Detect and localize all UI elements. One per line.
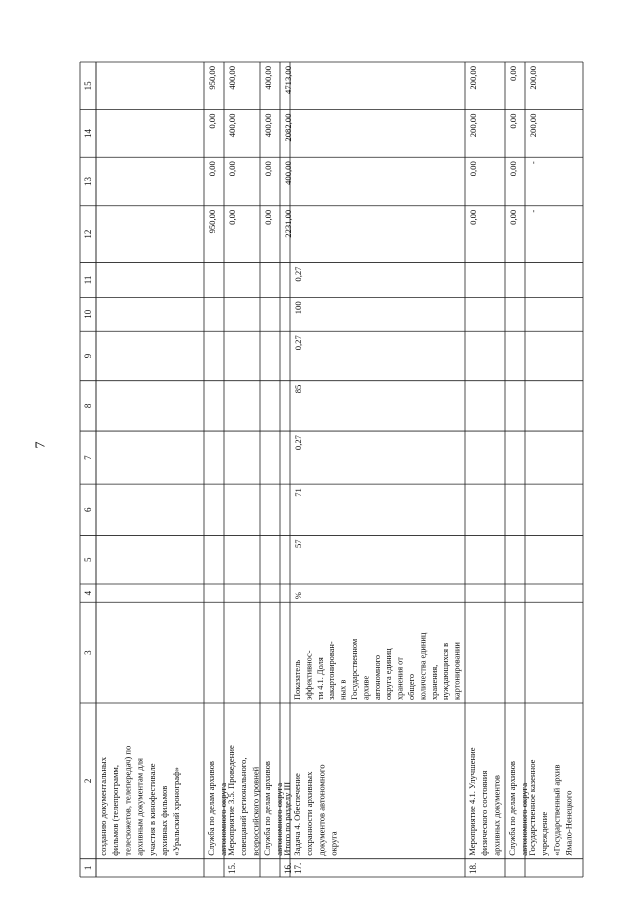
indicator-line: хранения,	[429, 664, 439, 701]
row-label-line: участия в кинофестивале	[146, 763, 157, 856]
row-label-line: Государственное казенное	[527, 759, 537, 856]
indicator-line: Государственном	[350, 638, 359, 701]
indicator-line: общего	[407, 673, 416, 701]
value-c15: 200,00	[468, 66, 478, 90]
column-number: 2	[83, 778, 93, 784]
row-label-line: телесюжетов, телепередач) по	[122, 745, 133, 856]
row-number: 16.	[283, 862, 293, 874]
indicator-line: количества единиц	[418, 632, 428, 701]
page-number: 7	[33, 441, 49, 449]
value-c14: 0,00	[508, 113, 518, 129]
row-label-line: «Государственный архив	[551, 764, 562, 856]
value-c13: 400,00	[283, 161, 293, 185]
row-label-line: Задача 4. Обеспечение	[292, 773, 302, 856]
row-label-line: фильмов (телепрограмм,	[110, 764, 121, 856]
row-label-line: автономного округа	[218, 782, 229, 856]
value-c12: 2231,00	[283, 209, 293, 238]
column-number: 9	[83, 353, 93, 359]
value-c4: %	[293, 592, 303, 600]
indicator-line: округа единиц	[384, 648, 394, 701]
value-c6: 71	[293, 488, 303, 497]
value-c14: 0,00	[207, 113, 217, 129]
value-c14: 200,00	[468, 113, 478, 138]
value-c13: -	[528, 161, 538, 165]
row-label-line: документов автономного	[316, 764, 327, 856]
row-number: 18.	[468, 862, 478, 874]
value-c12: 0,00	[263, 209, 273, 225]
indicator-line: автономного	[372, 654, 382, 701]
row-label-line: физического состояния	[479, 770, 490, 856]
column-number: 4	[83, 590, 93, 596]
row-label-line: Служба по делам архивов	[206, 761, 216, 856]
value-c7: 0,27	[293, 435, 303, 451]
value-c12: 0,00	[227, 209, 237, 225]
row-label-line: Служба по делам архивов	[262, 761, 272, 856]
value-c14: 200,00	[528, 113, 538, 138]
row-label-line: автономного округа	[519, 782, 530, 856]
value-c13: 0,00	[508, 161, 518, 177]
value-c12: 0,00	[468, 209, 478, 225]
value-c14: 400,00	[263, 113, 273, 138]
row-number: 15.	[227, 862, 237, 874]
value-c15: 0,00	[508, 66, 518, 82]
indicator-line: архиве	[361, 675, 371, 701]
row-label-line: Итого по разделу III	[282, 781, 292, 856]
value-c5: 57	[293, 539, 303, 549]
indicator-line: закартонирован-	[327, 641, 337, 701]
row-label-line: архивных документов	[491, 775, 502, 856]
row-label-line: созданию документальных	[98, 756, 108, 856]
column-number: 6	[83, 507, 93, 513]
value-c15: 950,00	[207, 66, 217, 90]
indicator-line: ных в	[338, 679, 348, 701]
indicator-line: картонировании	[452, 642, 462, 701]
row-label-line: Служба по делам архивов	[507, 761, 517, 856]
column-number: 8	[83, 403, 93, 409]
value-c9: 0,27	[293, 335, 303, 351]
value-c12: 950,00	[207, 209, 217, 234]
row-label-line: совещаний регионального,	[238, 757, 249, 856]
row-label-line: всероссийского уровней	[250, 766, 261, 856]
column-number: 11	[83, 275, 93, 285]
indicator-line: эффективнос-	[304, 650, 314, 701]
row-label-line: учреждение	[539, 811, 550, 856]
row-label-line: Ямало-Ненецкого	[563, 790, 574, 856]
value-c12: -	[528, 209, 538, 213]
value-c13: 0,00	[263, 161, 273, 177]
indicator-line: ти 4.1. Доля	[315, 657, 325, 701]
column-number: 7	[83, 455, 93, 460]
column-number: 15	[83, 81, 93, 91]
value-c13: 0,00	[227, 161, 237, 177]
indicator-line: Показатель	[293, 659, 302, 701]
column-number: 3	[83, 650, 93, 655]
column-number: 1	[83, 865, 93, 871]
row-label-line: архивным документам для	[134, 758, 145, 856]
value-c15: 200,00	[528, 66, 538, 90]
row-label-line: Мероприятие 4.1. Улучшение	[467, 747, 477, 856]
row-label-line: архивных фильмов	[159, 785, 169, 856]
value-c13: 0,00	[207, 161, 217, 177]
column-number: 12	[83, 229, 93, 239]
indicator-line: хранения от	[395, 657, 405, 701]
value-c10: 100	[293, 301, 303, 315]
value-c14: 400,00	[227, 113, 237, 138]
column-number: 10	[83, 309, 93, 319]
table-body	[80, 62, 583, 877]
value-c14: 2082,00	[283, 113, 293, 142]
value-c12: 0,00	[508, 209, 518, 225]
row-number: 17.	[293, 862, 303, 874]
indicator-line: нуждающихся в	[441, 642, 451, 701]
value-c15: 400,00	[263, 66, 273, 90]
row-label-line: округа	[328, 831, 339, 856]
value-c8: 85	[293, 384, 303, 394]
column-number: 14	[83, 128, 93, 138]
value-c13: 0,00	[468, 161, 478, 177]
row-label-line: «Уральский хронограф»	[171, 767, 182, 856]
value-c15: 400,00	[227, 66, 237, 90]
row-label-line: автономного округа	[274, 782, 285, 856]
column-number: 13	[83, 177, 93, 187]
row-label-line: Мероприятие 3.5. Проведение	[226, 745, 236, 856]
value-c15: 4713,00	[283, 66, 293, 94]
column-number: 5	[83, 557, 93, 562]
value-c11: 0,27	[293, 266, 303, 282]
row-label-line: сохранности архивных	[304, 771, 315, 856]
